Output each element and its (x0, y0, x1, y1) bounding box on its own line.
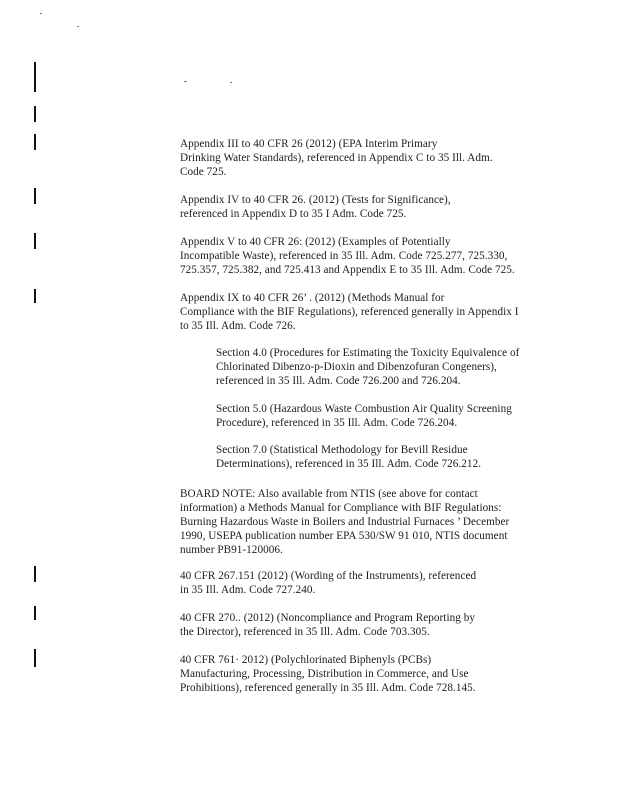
paragraph-line: Manufacturing, Processing, Distribution in Commerce, and Use (180, 668, 469, 681)
paragraph-appendix-iii (180, 137, 493, 179)
revision-bar (34, 289, 36, 303)
paragraph-line: Appendix IX to 40 CFR 26’ . (2012) (Methods Manual for (180, 292, 445, 304)
paragraph-line: Determinations), referenced in 35 Ill. Adm. Code 726.212. (216, 458, 482, 471)
paragraph-cfr-761 (180, 653, 476, 695)
revision-bar (34, 649, 36, 667)
paragraph-line: 40 CFR 761· 2012) (Polychlorinated Biphenyls (PCBs) (180, 654, 432, 666)
paragraph-appendix-iv (180, 193, 451, 221)
revision-bar (34, 134, 36, 150)
paragraph-line: in 35 Ill. Adm. Code 727.240. (180, 584, 316, 597)
revision-bar (34, 188, 36, 204)
paragraph-line: Section 5.0 (Hazardous Waste Combustion Air Quality Screening (216, 403, 512, 415)
paragraph-line: the Director), referenced in 35 Ill. Adm. Code 703.305. (180, 626, 430, 639)
paragraph-line: Section 4.0 (Procedures for Estimating the Toxicity Equivalence of (216, 347, 520, 359)
paragraph-line: number PB91-120006. (180, 544, 283, 557)
revision-bar (34, 233, 36, 249)
paragraph-line: Appendix IV to 40 CFR 26. (2012) (Tests for Significance), (180, 194, 451, 206)
paragraph-cfr-270 (180, 611, 475, 639)
revision-bar (34, 62, 36, 92)
scan-speck (40, 13, 42, 14)
paragraph-line: 1990, USEPA publication number EPA 530/SW 91 010, NTIS document (180, 530, 508, 543)
paragraph-cfr-267 (180, 569, 476, 597)
revision-bar (34, 106, 36, 122)
paragraph-line: referenced in 35 Ill. Adm. Code 726.200 and 726.204. (216, 375, 461, 388)
paragraph-line: Code 725. (180, 166, 227, 179)
paragraph-line: Burning Hazardous Waste in Boilers and Industrial Furnaces ’ December (180, 516, 510, 529)
paragraph-line: BOARD NOTE: Also available from NTIS (see above for contact (180, 488, 478, 500)
paragraph-section-7 (216, 443, 481, 471)
paragraph-line: Appendix V to 40 CFR 26: (2012) (Examples of Potentially (180, 236, 451, 248)
paragraph-appendix-v (180, 235, 515, 277)
paragraph-line: Section 7.0 (Statistical Methodology for Bevill Residue (216, 444, 468, 456)
paragraph-line: Prohibitions), referenced generally in 35 Ill. Adm. Code 728.145. (180, 682, 476, 695)
paragraph-line: 40 CFR 267.151 (2012) (Wording of the Instruments), referenced (180, 570, 477, 582)
paragraph-line: 725.357, 725.382, and 725.413 and Appendix E to 35 Ill. Adm. Code 725. (180, 264, 515, 277)
paragraph-section-5 (216, 402, 512, 430)
scan-speck (184, 81, 187, 82)
paragraph-line: Appendix III to 40 CFR 26 (2012) (EPA Interim Primary (180, 138, 438, 150)
paragraph-appendix-ix (180, 291, 519, 333)
paragraph-section-4 (216, 346, 519, 388)
paragraph-line: information) a Methods Manual for Compliance with BIF Regulations: (180, 502, 502, 515)
paragraph-line: Chlorinated Dibenzo-p-Dioxin and Dibenzofuran Congeners), (216, 361, 497, 374)
board-note (180, 487, 509, 557)
paragraph-line: Procedure), referenced in 35 Ill. Adm. Code 726.204. (216, 417, 458, 430)
revision-bar (34, 566, 36, 582)
scan-speck (230, 82, 232, 83)
paragraph-line: to 35 Ill. Adm. Code 726. (180, 320, 296, 333)
paragraph-line: Incompatible Waste), referenced in 35 Ill. Adm. Code 725.277, 725.330, (180, 250, 508, 263)
paragraph-line: referenced in Appendix D to 35 I Adm. Code 725. (180, 208, 407, 221)
scan-speck (77, 26, 79, 27)
paragraph-line: Compliance with the BIF Regulations), referenced generally in Appendix I (180, 306, 519, 319)
revision-bar (34, 606, 36, 620)
paragraph-line: Drinking Water Standards), referenced in Appendix C to 35 Ill. Adm. (180, 152, 493, 165)
paragraph-line: 40 CFR 270.. (2012) (Noncompliance and Program Reporting by (180, 612, 476, 624)
